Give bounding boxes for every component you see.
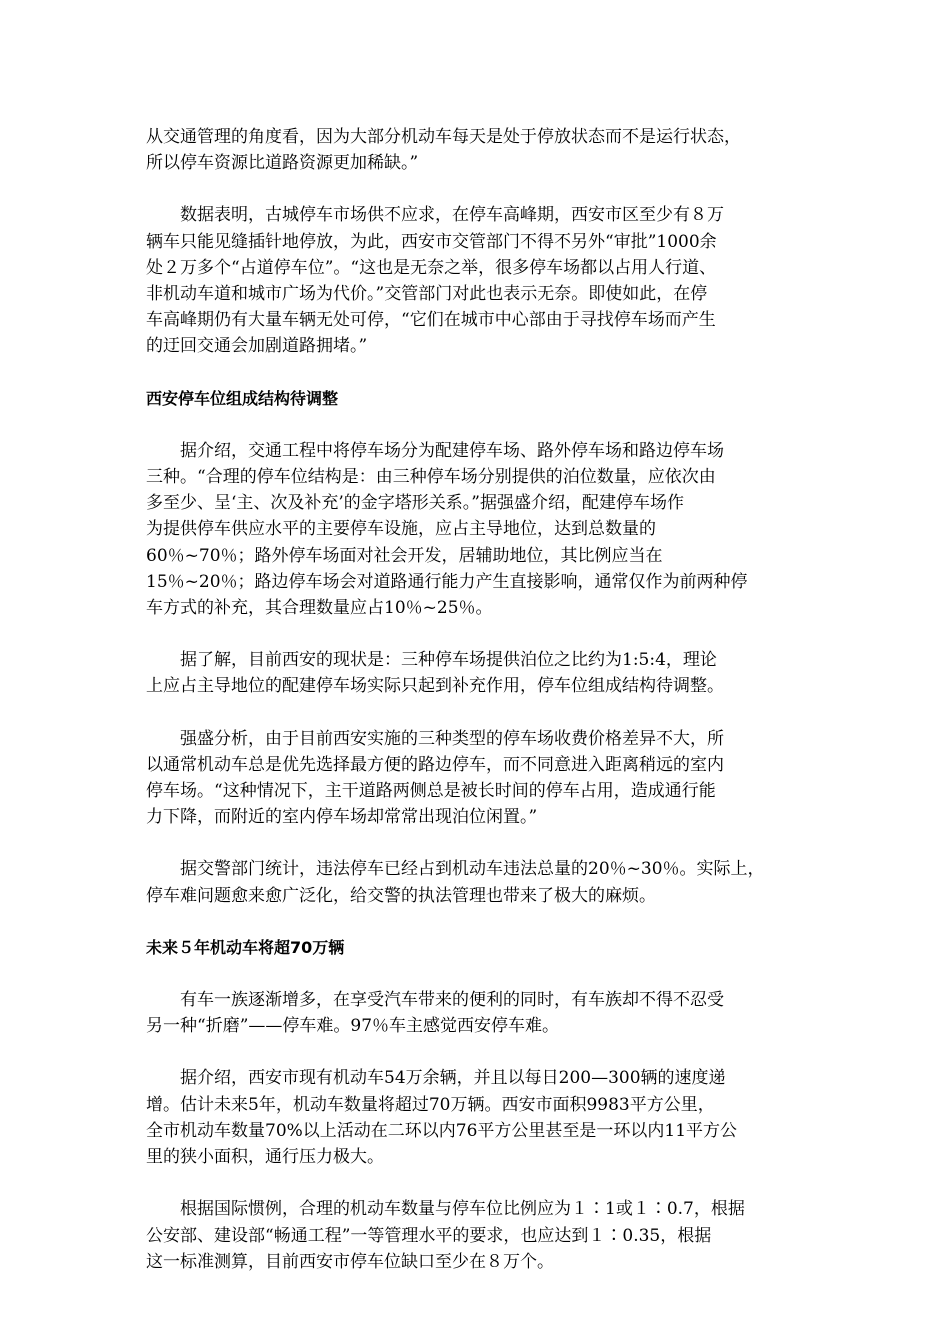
text-line: 强盛分析，由于目前西安实施的三种类型的停车场收费价格差异不大，所 xyxy=(146,728,724,749)
text-line: 据交警部门统计，违法停车已经占到机动车违法总量的20％~30％。实际上， xyxy=(146,859,765,880)
text-line: 非机动车道和城市广场为代价。”交管部门对此也表示无奈。即使如此，在停 xyxy=(146,284,708,305)
text-line: 数据表明，古城停车市场供不应求，在停车高峰期，西安市区至少有８万 xyxy=(146,205,724,226)
document-body xyxy=(146,124,822,1275)
paragraph xyxy=(146,1196,822,1275)
text-line: 公安部、建设部“畅通工程”一等管理水平的要求，也应达到１∶0.35，根据 xyxy=(146,1225,712,1246)
text-line: 增。估计未来5年，机动车数量将超过70万辆。西安市面积9983平方公里， xyxy=(146,1094,715,1115)
text-line: 车方式的补充，其合理数量应占10％~25％。 xyxy=(146,598,493,619)
paragraph xyxy=(146,726,822,831)
text-line: 停车场。“这种情况下，主干道路两侧总是被长时间的停车占用，造成通行能 xyxy=(146,781,716,802)
text-line: 这一标准测算，目前西安市停车位缺口至少在８万个。 xyxy=(146,1251,554,1272)
text-line: 15％~20％；路边停车场会对道路通行能力产生直接影响，通常仅作为前两种停 xyxy=(146,571,748,592)
text-line: 的迂回交通会加剧道路拥堵。” xyxy=(146,336,368,357)
text-line: 车高峰期仍有大量车辆无处可停，“它们在城市中心部由于寻找停车场而产生 xyxy=(146,310,716,331)
text-line: 以通常机动车总是优先选择最方便的路边停车，而不同意进入距离稍远的室内 xyxy=(146,754,724,775)
text-line: 据了解，目前西安的现状是：三种停车场提供泊位之比约为1:5:4，理论 xyxy=(146,650,717,671)
paragraph xyxy=(146,856,822,908)
text-line: 停车难问题愈来愈广泛化，给交警的执法管理也带来了极大的麻烦。 xyxy=(146,885,656,906)
paragraph xyxy=(146,987,822,1039)
text-line: 三种。“合理的停车位结构是：由三种停车场分别提供的泊位数量，应依次由 xyxy=(146,467,716,488)
text-line: 据介绍，交通工程中将停车场分为配建停车场、路外停车场和路边停车场 xyxy=(146,440,724,461)
paragraph xyxy=(146,124,822,176)
text-line: 辆车只能见缝插针地停放，为此，西安市交管部门不得不另外“审批”1000余 xyxy=(146,231,717,252)
paragraph xyxy=(146,1065,822,1170)
text-line: 全市机动车数量70%以上活动在二环以内76平方公里甚至是一环以内11平方公 xyxy=(146,1120,738,1141)
text-line: 有车一族逐渐增多，在享受汽车带来的便利的同时，有车族却不得不忍受 xyxy=(146,990,724,1011)
paragraph xyxy=(146,647,822,699)
section-heading: 未来５年机动车将超70万辆 xyxy=(146,937,345,957)
paragraph xyxy=(146,202,822,359)
text-line: 上应占主导地位的配建停车场实际只起到补充作用，停车位组成结构待调整。 xyxy=(146,676,724,697)
text-line: 从交通管理的角度看，因为大部分机动车每天是处于停放状态而不是运行状态， xyxy=(146,127,741,147)
text-line: 所以停车资源比道路资源更加稀缺。” xyxy=(146,153,419,174)
text-line: 据介绍，西安市现有机动车54万余辆，并且以每日200—300辆的速度递 xyxy=(146,1068,726,1089)
paragraph xyxy=(146,438,822,621)
text-line: 处２万多个“占道停车位”。“这也是无奈之举，很多停车场都以占用人行道、 xyxy=(146,257,717,278)
text-line: 为提供停车供应水平的主要停车设施，应占主导地位，达到总数量的 xyxy=(146,519,656,540)
text-line: 另一种“折磨”——停车难。97％车主感觉西安停车难。 xyxy=(146,1016,560,1037)
section-heading: 西安停车位组成结构待调整 xyxy=(146,388,339,408)
text-line: 根据国际惯例，合理的机动车数量与停车位比例应为１∶1或１∶0.7，根据 xyxy=(146,1199,745,1220)
text-line: 多至少、呈‘主、次及补充’的金字塔形关系。”据强盛介绍，配建停车场作 xyxy=(146,493,684,514)
text-line: 力下降，而附近的室内停车场却常常出现泊位闲置。” xyxy=(146,807,538,828)
text-line: 里的狭小面积，通行压力极大。 xyxy=(146,1147,384,1168)
text-line: 60％~70％；路外停车场面对社会开发，居辅助地位，其比例应当在 xyxy=(146,545,663,566)
